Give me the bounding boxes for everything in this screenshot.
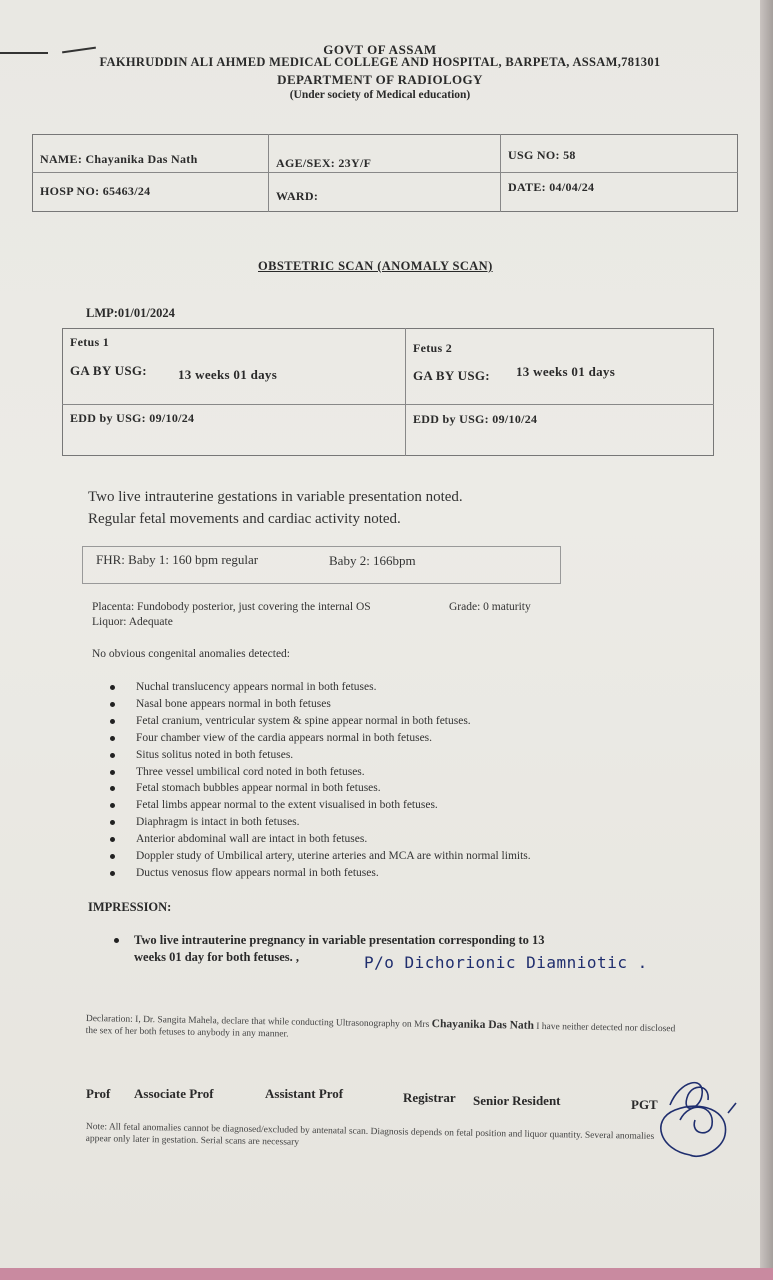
- list-item: Diaphragm is intact in both fetuses.: [136, 814, 531, 831]
- liquor: Liquor: Adequate: [92, 616, 173, 628]
- list-item: Fetal stomach bubbles appear normal in both fetuses.: [136, 780, 531, 797]
- table-divider: [62, 404, 714, 405]
- fetus1-label: Fetus 1: [70, 335, 110, 349]
- fhr-baby1: FHR: Baby 1: 160 bpm regular: [96, 552, 259, 567]
- handwritten-note: P/o Dichorionic Diamniotic .: [364, 953, 648, 972]
- background-bottom: [0, 1268, 773, 1280]
- table-divider: [268, 134, 269, 212]
- list-item: Anterior abdominal wall are intact in both fetuses.: [136, 831, 531, 848]
- signatory-assistant-prof: Assistant Prof: [265, 1086, 344, 1101]
- list-item: Four chamber view of the cardia appears normal in both fetuses.: [136, 730, 531, 747]
- fetus2-edd: EDD by USG: 09/10/24: [413, 412, 538, 426]
- patient-name: NAME: Chayanika Das Nath: [40, 152, 198, 166]
- fetus2-ga-value: 13 weeks 01 days: [516, 364, 616, 379]
- impression-line2: weeks 01 day for both fetuses. ,: [134, 950, 300, 964]
- report-date: DATE: 04/04/24: [508, 180, 595, 194]
- fetus2-ga-label: GA BY USG:: [413, 368, 490, 383]
- fhr-baby2: Baby 2: 166bpm: [329, 553, 416, 568]
- signatory-associate-prof: Associate Prof: [134, 1086, 214, 1101]
- declaration-text-end: I have neither detected nor disclosed the sex of her both fetuses to anybody in any manner.: [85, 1021, 676, 1040]
- patient-age-sex: AGE/SEX: 23Y/F: [276, 156, 372, 170]
- declaration-text: Declaration: I, Dr. Sangita Mahela, declare that while conducting Ultrasonography on Mrs: [85, 1013, 430, 1030]
- table-divider: [32, 172, 738, 173]
- impression-line1: Two live intrauterine pregnancy in variable presentation corresponding to 13: [134, 933, 545, 947]
- hospital-number: HOSP NO: 65463/24: [40, 184, 151, 198]
- lmp: LMP:01/01/2024: [86, 306, 175, 320]
- list-item: Doppler study of Umbilical artery, uterine arteries and MCA are within normal limits.: [136, 848, 531, 865]
- patient-info-table: [32, 134, 738, 212]
- fetus1-edd: EDD by USG: 09/10/24: [70, 411, 195, 425]
- header-govt: GOVT OF ASSAM: [323, 42, 437, 57]
- signatory-registrar: Registrar: [403, 1090, 456, 1105]
- report-title: OBSTETRIC SCAN (ANOMALY SCAN): [258, 259, 493, 273]
- impression-bullet: [114, 938, 119, 943]
- impression-heading: IMPRESSION:: [88, 900, 172, 914]
- list-item: Nuchal translucency appears normal in both fetuses.: [136, 679, 531, 696]
- background-edge: [760, 0, 773, 1280]
- signatory-pgt: PGT: [631, 1097, 658, 1112]
- header-department: DEPARTMENT OF RADIOLOGY: [277, 72, 483, 87]
- signatory-prof: Prof: [86, 1086, 111, 1101]
- fetus-table: [62, 328, 714, 456]
- fetus1-ga-value: 13 weeks 01 days: [178, 367, 278, 382]
- header-hospital: FAKHRUDDIN ALI AHMED MEDICAL COLLEGE AND HOSPITAL, BARPETA, ASSAM,781301: [99, 55, 661, 69]
- findings-list: [92, 679, 531, 882]
- placenta-grade: Grade: 0 maturity: [449, 601, 531, 613]
- fetus2-label: Fetus 2: [413, 341, 453, 355]
- table-divider: [500, 134, 501, 212]
- disclaimer-note: Note: All fetal anomalies cannot be diagnosed/excluded by antenatal scan. Diagnosis depends on fetal position and liquor quantity. Several anomalies appear only later in gestation. Serial scans are necessary: [85, 1121, 655, 1148]
- list-item: Situs solitus noted in both fetuses.: [136, 747, 531, 764]
- table-divider: [405, 328, 406, 456]
- signature-scribble: [650, 1075, 750, 1170]
- list-item: Nasal bone appears normal in both fetuses: [136, 696, 531, 713]
- header-society: (Under society of Medical education): [289, 89, 471, 101]
- summary-line2: Regular fetal movements and cardiac activity noted.: [88, 511, 401, 527]
- signatory-senior-resident: Senior Resident: [473, 1093, 561, 1108]
- summary-line1: Two live intrauterine gestations in variable presentation noted.: [88, 489, 463, 505]
- list-item: Three vessel umbilical cord noted in both fetuses.: [136, 764, 531, 781]
- fetus1-ga-label: GA BY USG:: [70, 363, 147, 378]
- list-item: Fetal limbs appear normal to the extent visualised in both fetuses.: [136, 797, 531, 814]
- usg-number: USG NO: 58: [508, 148, 576, 162]
- ward: WARD:: [276, 189, 319, 203]
- list-item: Ductus venosus flow appears normal in both fetuses.: [136, 865, 531, 882]
- declaration-patient: Chayanika Das Nath: [431, 1018, 535, 1032]
- placenta: Placenta: Fundobody posterior, just covering the internal OS: [92, 601, 371, 613]
- anomalies-heading: No obvious congenital anomalies detected:: [92, 648, 290, 660]
- list-item: Fetal cranium, ventricular system & spine appear normal in both fetuses.: [136, 713, 531, 730]
